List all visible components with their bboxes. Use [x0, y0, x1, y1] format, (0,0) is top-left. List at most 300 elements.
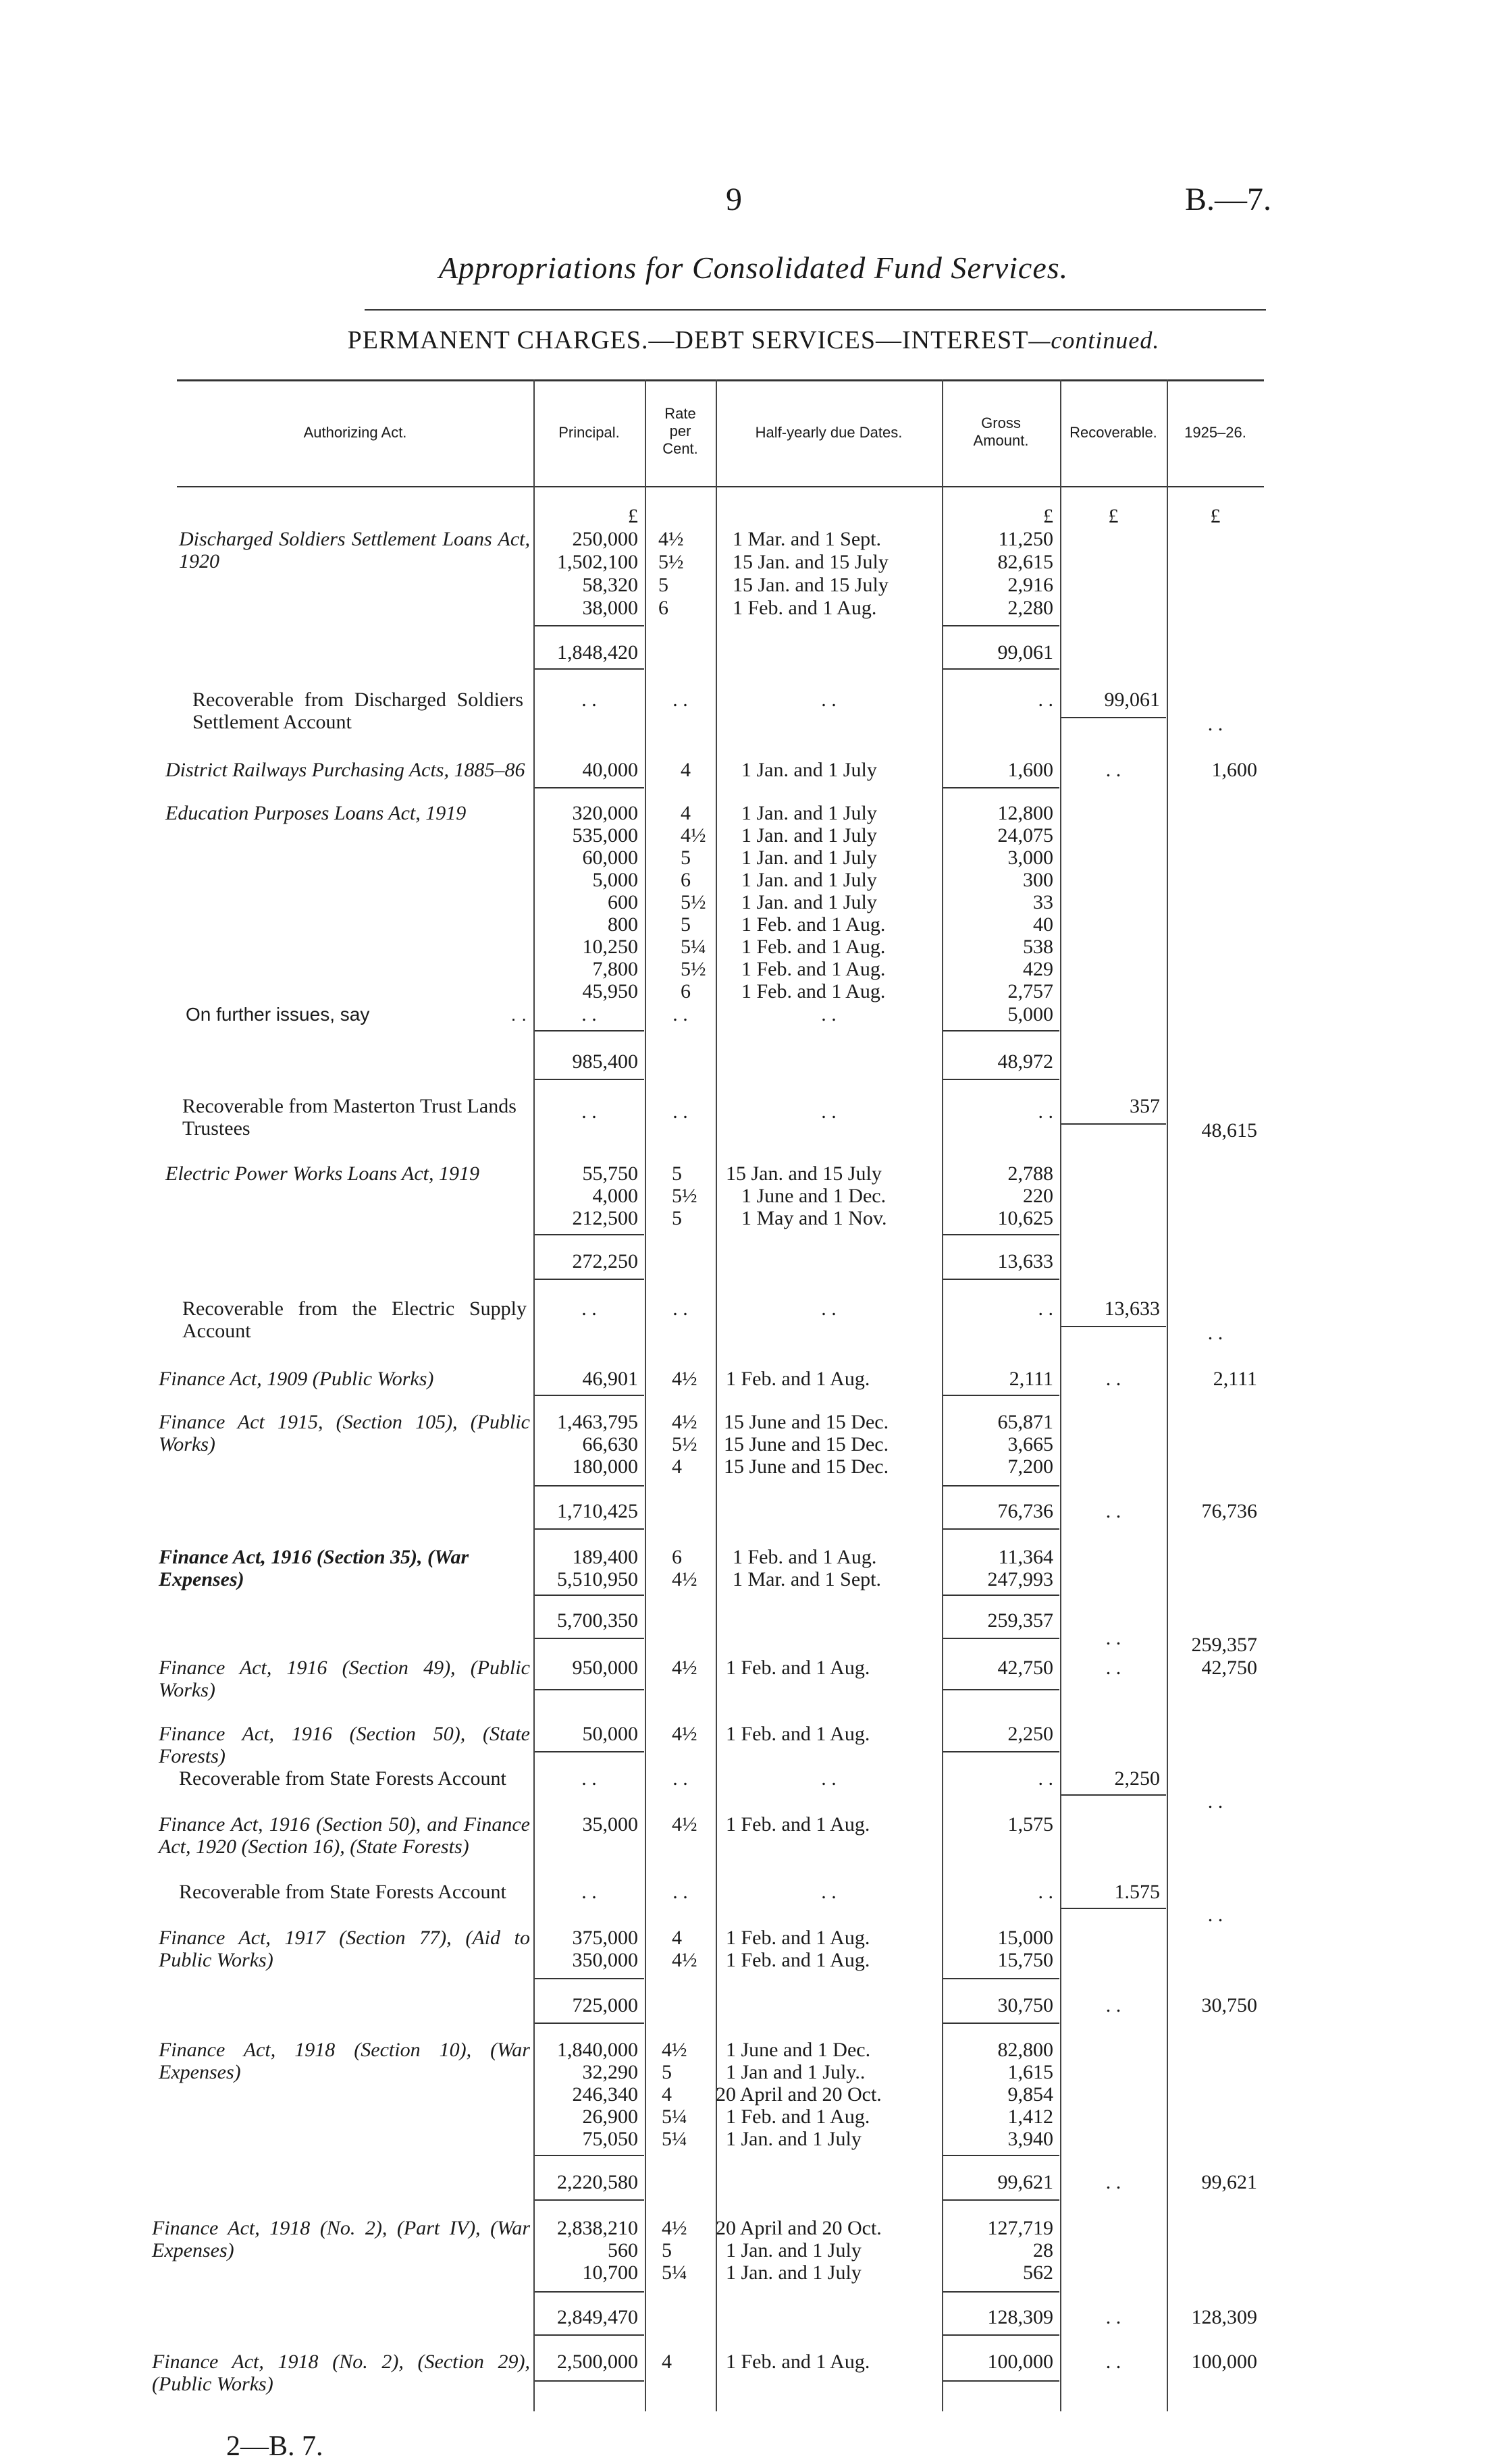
act-district-railways: District Railways Purchasing Acts, 1885–86 — [165, 759, 525, 781]
header-gross-line1: Gross — [981, 414, 1021, 431]
header-recoverable: Recoverable. — [1069, 424, 1157, 441]
principal: 250,000 — [572, 528, 638, 550]
total-rule — [943, 668, 1059, 670]
due-dates: 1 Feb. and 1 Aug. — [726, 1723, 870, 1745]
rate: 4½ — [672, 1657, 697, 1679]
page-footer: 2—B. 7. — [226, 2431, 323, 2462]
gross-amount: 2,111 — [1009, 1368, 1053, 1390]
act-finance-1918-no2-part4: Finance Act, 1918 (No. 2), (Part IV), (War Expenses) — [152, 2217, 530, 2261]
gross-amount: 15,000 — [997, 1927, 1053, 1949]
due-dates: 15 Jan. and 15 July — [733, 551, 889, 573]
total-rule — [535, 1638, 644, 1639]
rate: 5¼ — [662, 2106, 687, 2128]
due-dates: 1 Jan. and 1 July — [726, 2261, 862, 2284]
row-rule — [535, 2380, 644, 2382]
header-principal: Principal. — [558, 424, 620, 441]
column-line-rate — [645, 379, 646, 2411]
due-dates: 1 May and 1 Nov. — [741, 1207, 887, 1229]
dots: . . — [581, 1881, 597, 1903]
gross-amount: 82,800 — [997, 2039, 1053, 2061]
gross-amount: 2,250 — [1007, 1723, 1053, 1745]
currency-recoverable: £ — [1108, 505, 1119, 527]
dots: . . — [821, 1100, 837, 1123]
act-finance-1916-s49: Finance Act, 1916 (Section 49), (Public Works) — [159, 1657, 530, 1701]
row-rule — [943, 1751, 1059, 1752]
principal: 212,500 — [572, 1207, 638, 1229]
recoverable-rule — [1061, 1908, 1166, 1909]
recoverable-amount: 13,633 — [1104, 1297, 1160, 1320]
page-number: 9 — [726, 182, 742, 217]
dots: . . — [1105, 1657, 1121, 1679]
principal: 60,000 — [582, 847, 638, 869]
principal: 55,750 — [582, 1162, 638, 1185]
column-line-year — [1167, 379, 1168, 2411]
due-dates: 20 April and 20 Oct. — [716, 2217, 882, 2239]
dots: . . — [821, 1881, 837, 1903]
principal: 35,000 — [582, 1813, 638, 1836]
gross-total: 99,621 — [997, 2171, 1053, 2193]
total-rule — [943, 2334, 1059, 2336]
principal: 5,510,950 — [557, 1568, 638, 1590]
total-rule — [535, 1079, 644, 1080]
total-rule — [535, 1528, 644, 1530]
row-rule — [535, 1395, 644, 1396]
dots: . . — [581, 1003, 597, 1025]
header-authorizing-act: Authorizing Act. — [303, 424, 407, 441]
rate: 4½ — [672, 1813, 697, 1836]
page-title: Appropriations for Consolidated Fund Services. — [438, 250, 1069, 285]
due-dates: 1 Feb. and 1 Aug. — [726, 2351, 870, 2373]
leader-dots: . . — [510, 1004, 527, 1025]
gross-total: 48,972 — [997, 1050, 1053, 1073]
principal-total: 725,000 — [572, 1994, 638, 2016]
subtotal-rule — [535, 1234, 644, 1235]
dots: . . — [581, 1767, 597, 1790]
rate: 4½ — [672, 1949, 697, 1971]
header-rate — [645, 405, 716, 458]
gross-amount: 3,940 — [1007, 2128, 1053, 2150]
dots: . . — [1105, 1994, 1121, 2016]
act-education-purposes: Education Purposes Loans Act, 1919 — [165, 802, 467, 824]
further-issues-label — [186, 1003, 527, 1025]
rate: 4½ — [672, 1411, 697, 1433]
subtotal-rule — [943, 1595, 1059, 1596]
act-electric-power: Electric Power Works Loans Act, 1919 — [165, 1162, 479, 1185]
due-dates: 15 June and 15 Dec. — [724, 1411, 889, 1433]
due-dates: 1 Jan. and 1 July — [741, 824, 877, 847]
due-dates: 1 Feb. and 1 Aug. — [726, 1813, 870, 1836]
gross-amount: 247,993 — [987, 1568, 1053, 1590]
year-amount: 2,111 — [1213, 1368, 1257, 1390]
total-rule — [943, 1279, 1059, 1280]
due-dates: 20 April and 20 Oct. — [716, 2083, 882, 2106]
rate: 4½ — [672, 1723, 697, 1745]
gross-amount: 24,075 — [997, 824, 1053, 847]
due-dates: 1 Mar. and 1 Sept. — [733, 1568, 881, 1590]
gross-amount: 562 — [1023, 2261, 1053, 2284]
due-dates: 1 Jan. and 1 July — [741, 802, 877, 824]
dots: . . — [1105, 2306, 1121, 2328]
row-rule — [943, 2380, 1059, 2382]
rate: 5½ — [672, 1433, 697, 1455]
title-rule — [365, 309, 1266, 311]
year-amount: 99,621 — [1201, 2171, 1257, 2193]
dots: . . — [672, 689, 688, 711]
document-reference: B.—7. — [1185, 182, 1272, 217]
principal: 1,502,100 — [557, 551, 638, 573]
rate: 5 — [662, 2061, 672, 2083]
due-dates: 1 Feb. and 1 Aug. — [726, 1657, 870, 1679]
rate: 6 — [681, 869, 691, 891]
principal: 38,000 — [582, 597, 638, 619]
currency-gross: £ — [1043, 505, 1053, 527]
recoverable-amount: 99,061 — [1104, 689, 1160, 711]
rate: 4 — [672, 1455, 682, 1478]
act-finance-1917: Finance Act, 1917 (Section 77), (Aid to Public Works) — [159, 1927, 530, 1971]
principal: 246,340 — [572, 2083, 638, 2106]
gross-amount: 7,200 — [1007, 1455, 1053, 1478]
year-amount: 76,736 — [1201, 1500, 1257, 1522]
recoverable-label: Recoverable from Discharged Soldiers Settlement Account — [192, 689, 523, 733]
rate: 4½ — [662, 2217, 687, 2239]
table-header-rule — [177, 486, 1264, 487]
principal-total: 5,700,350 — [557, 1609, 638, 1632]
principal: 560 — [608, 2239, 638, 2261]
principal: 40,000 — [582, 759, 638, 781]
dots: . . — [1038, 689, 1053, 711]
dots: . . — [672, 1767, 688, 1790]
principal: 66,630 — [582, 1433, 638, 1455]
gross-amount: 300 — [1023, 869, 1053, 891]
subtotal-rule — [943, 1485, 1059, 1487]
rate: 4 — [681, 759, 691, 781]
rate: 4½ — [672, 1568, 697, 1590]
row-rule — [535, 787, 644, 788]
principal: 189,400 — [572, 1546, 638, 1568]
act-finance-1918-no2-s29: Finance Act, 1918 (No. 2), (Section 29), (Public Works) — [152, 2351, 530, 2395]
gross-amount: 15,750 — [997, 1949, 1053, 1971]
subtotal-rule — [943, 2155, 1059, 2156]
gross-amount: 2,788 — [1007, 1162, 1053, 1185]
total-rule — [535, 2199, 644, 2201]
due-dates: 1 Feb. and 1 Aug. — [733, 597, 877, 619]
year-amount: 100,000 — [1191, 2351, 1257, 2373]
principal: 320,000 — [572, 802, 638, 824]
rate: 4 — [681, 802, 691, 824]
subtotal-rule — [535, 1030, 644, 1032]
due-dates: 1 Feb. and 1 Aug. — [726, 1949, 870, 1971]
due-dates: 1 Feb. and 1 Aug. — [741, 913, 886, 936]
recoverable-rule — [1061, 1123, 1166, 1125]
gross-amount: 28 — [1033, 2239, 1053, 2261]
dots: . . — [821, 1003, 837, 1025]
principal-total: 1,848,420 — [557, 641, 638, 664]
subtotal-rule — [535, 1978, 644, 1979]
rate: 5 — [672, 1207, 682, 1229]
recoverable-label: Recoverable from Masterton Trust Lands Trustees — [182, 1095, 517, 1140]
due-dates: 1 Jan. and 1 July — [726, 2128, 862, 2150]
recoverable-rule — [1061, 717, 1166, 718]
dots: . . — [1105, 1627, 1121, 1649]
gross-amount: 42,750 — [997, 1657, 1053, 1679]
year-amount: 259,357 — [1191, 1634, 1257, 1656]
recoverable-label: Recoverable from the Electric Supply Account — [182, 1297, 527, 1342]
rate: 5 — [681, 847, 691, 869]
rate: 4½ — [658, 528, 684, 550]
principal: 1,463,795 — [557, 1411, 638, 1433]
dots: . . — [1038, 1767, 1053, 1790]
recoverable-amount: 357 — [1130, 1095, 1160, 1117]
rate: 5¼ — [662, 2261, 687, 2284]
dots: . . — [1038, 1297, 1053, 1320]
due-dates: 1 Feb. and 1 Aug. — [741, 980, 886, 1002]
principal-total: 2,849,470 — [557, 2306, 638, 2328]
header-gross-line2: Amount. — [973, 432, 1029, 449]
year-amount: 30,750 — [1201, 1994, 1257, 2016]
principal: 350,000 — [572, 1949, 638, 1971]
rate: 4½ — [681, 824, 706, 847]
subtotal-rule — [535, 1485, 644, 1487]
rate: 5½ — [672, 1185, 697, 1207]
rate: 4 — [662, 2083, 672, 2106]
principal: 2,838,210 — [557, 2217, 638, 2239]
table-top-rule — [177, 379, 1264, 381]
gross-amount: 1,412 — [1007, 2106, 1053, 2128]
principal: 1,840,000 — [557, 2039, 638, 2061]
rate: 5 — [658, 574, 668, 596]
rate: 4½ — [672, 1368, 697, 1390]
gross-total: 76,736 — [997, 1500, 1053, 1522]
header-due-dates: Half-yearly due Dates. — [755, 424, 903, 441]
subtitle-main: PERMANENT CHARGES.—DEBT SERVICES—INTEREST — [347, 326, 1029, 354]
due-dates: 15 June and 15 Dec. — [724, 1455, 889, 1478]
currency-principal: £ — [628, 505, 638, 527]
principal: 375,000 — [572, 1927, 638, 1949]
principal: 7,800 — [592, 958, 638, 980]
gross-total: 128,309 — [987, 2306, 1053, 2328]
principal-total: 272,250 — [572, 1250, 638, 1273]
due-dates: 1 Jan. and 1 July — [726, 2239, 862, 2261]
year-amount: 48,615 — [1201, 1119, 1257, 1142]
act-finance-1916-s50: Finance Act, 1916 (Section 50), (State Forests) — [159, 1723, 530, 1767]
principal-total: 2,220,580 — [557, 2171, 638, 2193]
gross-amount: 220 — [1023, 1185, 1053, 1207]
dots: . . — [1207, 1790, 1223, 1813]
total-rule — [943, 1079, 1059, 1080]
dots: . . — [821, 1297, 837, 1320]
due-dates: 1 Feb. and 1 Aug. — [726, 2106, 870, 2128]
gross-amount: 5,000 — [1007, 1003, 1053, 1025]
due-dates: 1 Feb. and 1 Aug. — [726, 1927, 870, 1949]
dots: . . — [1038, 1881, 1053, 1903]
recoverable-amount: 2,250 — [1114, 1767, 1160, 1790]
due-dates: 15 Jan. and 15 July — [733, 574, 889, 596]
gross-amount: 538 — [1023, 936, 1053, 958]
rate: 6 — [658, 597, 668, 619]
due-dates: 1 Jan. and 1 July — [741, 891, 877, 913]
gross-amount: 2,280 — [1007, 597, 1053, 619]
total-rule — [943, 1638, 1059, 1639]
subtotal-rule — [943, 2291, 1059, 2293]
dots: . . — [672, 1100, 688, 1123]
principal: 75,050 — [582, 2128, 638, 2150]
rate: 4 — [672, 1927, 682, 1949]
rate: 6 — [672, 1546, 682, 1568]
act-discharged-soldiers: Discharged Soldiers Settlement Loans Act, 1920 — [179, 528, 530, 572]
subtotal-rule — [943, 1978, 1059, 1979]
dots: . . — [672, 1881, 688, 1903]
subtotal-rule — [943, 1234, 1059, 1235]
header-year: 1925–26. — [1184, 424, 1246, 441]
gross-amount: 2,757 — [1007, 980, 1053, 1002]
gross-amount: 1,575 — [1007, 1813, 1053, 1836]
due-dates: 1 Jan. and 1 July — [741, 869, 877, 891]
row-rule — [943, 1689, 1059, 1690]
due-dates: 15 June and 15 Dec. — [724, 1433, 889, 1455]
recoverable-rule — [1061, 1326, 1166, 1327]
subtotal-rule — [535, 2291, 644, 2293]
rate: 5½ — [681, 891, 706, 913]
due-dates: 1 Feb. and 1 Aug. — [726, 1368, 870, 1390]
rate: 5 — [662, 2239, 672, 2261]
subtotal-rule — [943, 1030, 1059, 1032]
due-dates: 1 Jan. and 1 July — [741, 847, 877, 869]
gross-amount: 40 — [1033, 913, 1053, 936]
subtotal-rule — [535, 625, 644, 626]
rate: 4 — [662, 2351, 672, 2373]
principal: 10,250 — [582, 936, 638, 958]
principal: 58,320 — [582, 574, 638, 596]
gross-amount: 12,800 — [997, 802, 1053, 824]
header-rate-line1: Rate — [664, 405, 696, 422]
due-dates: 1 Feb. and 1 Aug. — [741, 936, 886, 958]
rate: 5 — [672, 1162, 682, 1185]
gross-amount: 3,665 — [1007, 1433, 1053, 1455]
gross-amount: 9,854 — [1007, 2083, 1053, 2106]
subtotal-rule — [535, 2155, 644, 2156]
dots: . . — [581, 689, 597, 711]
due-dates: 1 Feb. and 1 Aug. — [741, 958, 886, 980]
act-finance-1918-s10: Finance Act, 1918 (Section 10), (War Expenses) — [159, 2039, 530, 2083]
rate: 5 — [681, 913, 691, 936]
gross-amount: 100,000 — [987, 2351, 1053, 2373]
dots: . . — [1207, 713, 1223, 735]
total-rule — [535, 668, 644, 670]
recoverable-amount: 1.575 — [1114, 1881, 1160, 1903]
subtotal-rule — [943, 625, 1059, 626]
dots: . . — [821, 689, 837, 711]
rate: 4½ — [662, 2039, 687, 2061]
dots: . . — [1105, 759, 1121, 781]
year-amount: 128,309 — [1191, 2306, 1257, 2328]
gross-amount: 65,871 — [997, 1411, 1053, 1433]
principal: 180,000 — [572, 1455, 638, 1478]
principal: 26,900 — [582, 2106, 638, 2128]
rate: 5½ — [658, 551, 684, 573]
principal: 535,000 — [572, 824, 638, 847]
header-rate-line3: Cent. — [662, 440, 698, 457]
subtitle-continued: —continued. — [1028, 327, 1160, 354]
dots: . . — [1105, 2171, 1121, 2193]
gross-amount: 429 — [1023, 958, 1053, 980]
dots: . . — [581, 1100, 597, 1123]
dots: . . — [1105, 1368, 1121, 1390]
dots: . . — [1038, 1100, 1053, 1123]
subtotal-rule — [535, 1595, 644, 1596]
column-line-recoverable — [1060, 379, 1061, 2411]
rate: 5¼ — [681, 936, 706, 958]
gross-amount: 11,364 — [998, 1546, 1053, 1568]
column-line-dates — [716, 379, 717, 2411]
gross-amount: 127,719 — [987, 2217, 1053, 2239]
rate: 5½ — [681, 958, 706, 980]
principal-total: 985,400 — [572, 1050, 638, 1073]
principal: 10,700 — [582, 2261, 638, 2284]
recoverable-label: Recoverable from State Forests Account — [179, 1881, 506, 1903]
due-dates: 1 Mar. and 1 Sept. — [733, 528, 881, 550]
row-rule — [535, 1751, 644, 1752]
principal: 4,000 — [592, 1185, 638, 1207]
dots: . . — [1105, 2351, 1121, 2373]
due-dates: 1 Feb. and 1 Aug. — [733, 1546, 877, 1568]
gross-amount: 11,250 — [998, 528, 1053, 550]
gross-total: 13,633 — [997, 1250, 1053, 1273]
principal-total: 1,710,425 — [557, 1500, 638, 1522]
due-dates: 1 Jan. and 1 July — [741, 759, 877, 781]
year-amount: 42,750 — [1201, 1657, 1257, 1679]
principal: 800 — [608, 913, 638, 936]
gross-amount: 10,625 — [997, 1207, 1053, 1229]
act-finance-1915: Finance Act 1915, (Section 105), (Public Works) — [159, 1411, 530, 1455]
section-subtitle — [0, 325, 1507, 355]
total-rule — [943, 1528, 1059, 1530]
row-rule — [943, 787, 1059, 788]
due-dates: 15 Jan. and 15 July — [726, 1162, 882, 1185]
dots: . . — [821, 1767, 837, 1790]
principal: 2,500,000 — [557, 2351, 638, 2373]
dots: . . — [581, 1297, 597, 1320]
rate: 6 — [681, 980, 691, 1002]
dots: . . — [1105, 1500, 1121, 1522]
total-rule — [535, 2334, 644, 2336]
principal: 950,000 — [572, 1657, 638, 1679]
gross-amount: 3,000 — [1007, 847, 1053, 869]
dots: . . — [1207, 1904, 1223, 1926]
total-rule — [535, 1279, 644, 1280]
principal: 46,901 — [582, 1368, 638, 1390]
due-dates: 1 Jan and 1 July.. — [726, 2061, 866, 2083]
gross-amount: 2,916 — [1007, 574, 1053, 596]
gross-amount: 1,615 — [1007, 2061, 1053, 2083]
dots: . . — [1207, 1322, 1223, 1344]
act-finance-1916-s35: Finance Act, 1916 (Section 35), (War Expenses) — [159, 1546, 469, 1590]
principal: 600 — [608, 891, 638, 913]
principal: 32,290 — [582, 2061, 638, 2083]
dots: . . — [672, 1297, 688, 1320]
principal: 5,000 — [592, 869, 638, 891]
total-rule — [535, 2023, 644, 2024]
gross-total: 259,357 — [987, 1609, 1053, 1632]
principal: 50,000 — [582, 1723, 638, 1745]
gross-total: 30,750 — [997, 1994, 1053, 2016]
due-dates: 1 June and 1 Dec. — [726, 2039, 871, 2061]
header-rate-line2: per — [669, 423, 691, 439]
year-amount: 1,600 — [1211, 759, 1257, 781]
header-gross-amount — [942, 414, 1060, 450]
due-dates: 1 June and 1 Dec. — [741, 1185, 887, 1207]
gross-total: 99,061 — [997, 641, 1053, 664]
dots: . . — [672, 1003, 688, 1025]
